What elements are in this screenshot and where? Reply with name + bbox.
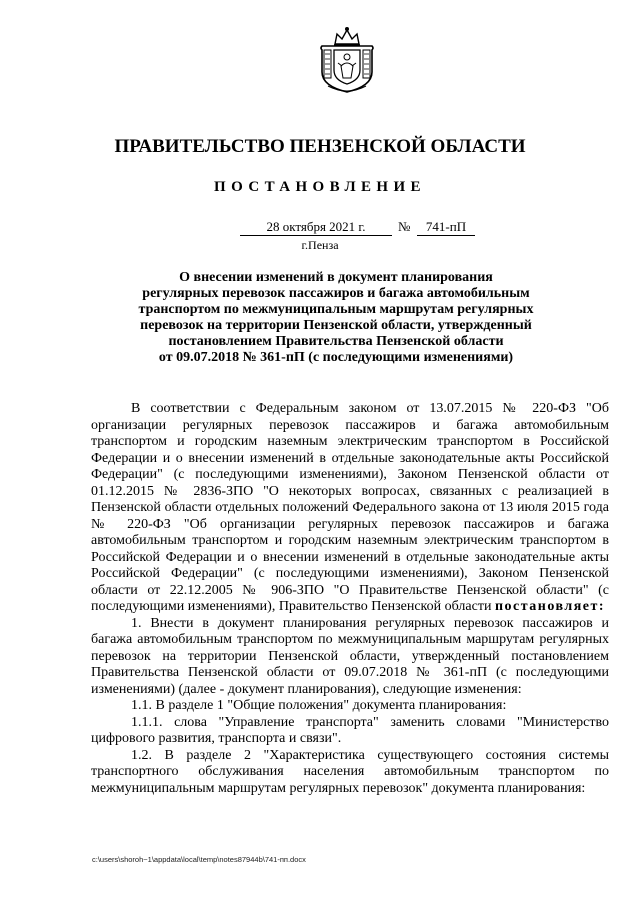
subject-line: транспортом по межмуниципальным маршрутам регулярных xyxy=(138,302,534,317)
document-type: ПОСТАНОВЛЕНИЕ xyxy=(214,179,426,195)
decree-number: 741-пП xyxy=(417,219,475,236)
file-path-footer: c:\users\shoroh~1\appdata\local\temp\notes87944b\741-пп.docx xyxy=(92,855,306,864)
paragraph-1-1: 1.1. В разделе 1 "Общие положения" документа планирования: xyxy=(131,698,507,713)
decree-date: 28 октября 2021 г. xyxy=(240,219,392,236)
subject-line: от 09.07.2018 № 361-пП (с последующими изменениями) xyxy=(158,350,514,365)
document-body xyxy=(91,401,609,797)
preamble-paragraph xyxy=(91,401,609,616)
government-title: ПРАВИТЕЛЬСТВО ПЕНЗЕНСКОЙ ОБЛАСТИ xyxy=(114,136,526,157)
city-name: г.Пенза xyxy=(301,238,339,252)
number-sign: № xyxy=(398,219,411,234)
paragraph-1-2: 1.2. В разделе 2 "Характеристика существующего состояния системы транспортного обслуживания населения автомобильным транспортом по межмуниципальным маршрутам регулярных перевозок" документа планирования: xyxy=(91,747,609,796)
document-subject xyxy=(100,270,572,366)
coat-of-arms-emblem xyxy=(318,26,376,94)
resolves-word: постановляет: xyxy=(494,599,606,614)
paragraph-1: 1. Внести в документ планирования регулярных перевозок пассажиров и багажа автомобильным транспортом по межмуниципальным маршрутам регулярных перевозок на территории Пензенской области, утвержденный постановлением Правительства Пензенской области от 09.07.2018 № 361-пП (с последующими изменениями) (далее - документ планирования), следующие изменения: xyxy=(91,615,609,697)
subject-line: постановлением Правительства Пензенской области xyxy=(168,334,504,349)
subject-line: О внесении изменений в документ планирования xyxy=(179,270,493,285)
paragraph-1-1-1: 1.1.1. слова "Управление транспорта" заменить словами "Министерство цифрового развития, транспорта и связи". xyxy=(91,714,609,746)
preamble-text: В соответствии с Федеральным законом от 13.07.2015 № 220-ФЗ "Об организации регулярных перевозок пассажиров и багажа автомобильным транспортом и городским наземным электрическим транспортом в Российской Федерации и о внесении изменений в отдельные законодательные акты Российской Федерации" (с последующими изменениями), Законом Пензенской области от 01.12.2015 № 2836-ЗПО "О некоторых вопросах, связанных с реализацией в Пензенской области отдельных положений Федерального закона от 13 июля 2015 года № 220-ФЗ "Об организации регулярных перевозок пассажиров и багажа автомобильным транспортом и городским наземным электрическим транспортом в Российской Федерации и о внесении изменений в отдельные законодательные акты Российской Федерации" (с последующими изменениями), Законом Пензенской области от 22.12.2005 № 906-ЗПО "О Правительстве Пензенской области" (с последующими изменениями), Правительство Пензенской области xyxy=(91,401,609,614)
subject-line: регулярных перевозок пассажиров и багажа автомобильным xyxy=(142,286,530,301)
subject-line: перевозок на территории Пензенской области, утвержденный xyxy=(140,318,532,333)
